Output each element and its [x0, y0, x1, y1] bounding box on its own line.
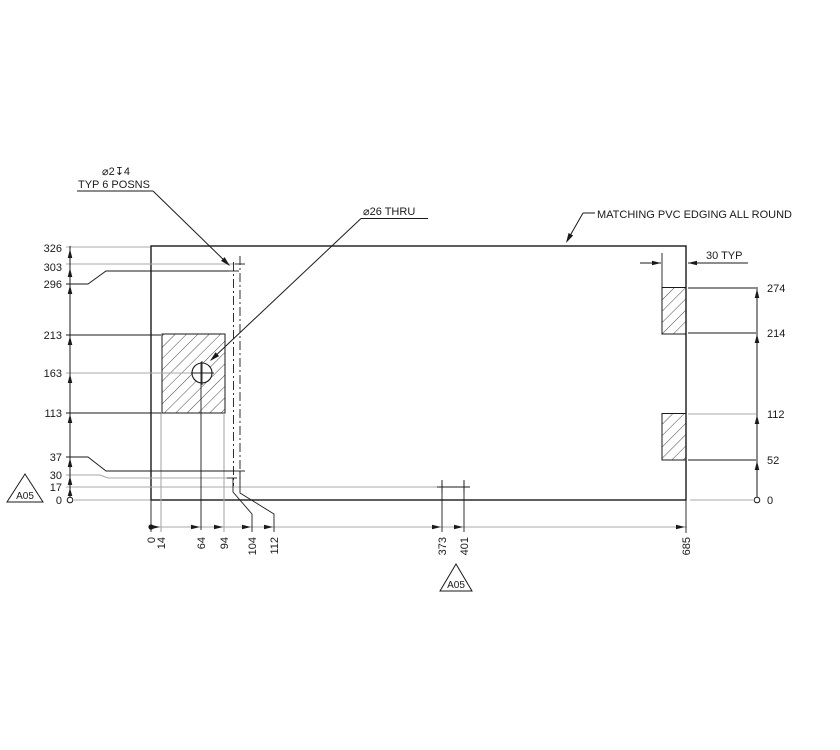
- dim-bottom-0: 0: [146, 537, 158, 544]
- counterbore-label-line1: ⌀2↧4: [101, 166, 131, 178]
- edge-width-label: 30 TYP: [706, 250, 743, 262]
- right-notch-hatch-bottom: [662, 414, 686, 461]
- dim-bottom-14: 14: [156, 537, 168, 550]
- dim-bottom-94: 94: [219, 537, 231, 550]
- dim-left-296: 296: [43, 279, 62, 291]
- left-dimension-line: [67, 246, 73, 503]
- dim-bottom-112: 112: [269, 537, 281, 555]
- dim-left-163: 163: [43, 368, 62, 380]
- thru-hole-callout: [208, 206, 428, 363]
- dim-left-17: 17: [49, 482, 62, 494]
- dim-right-214: 214: [767, 328, 786, 340]
- dim-right-52: 52: [767, 455, 780, 467]
- hole-markers: [227, 264, 470, 493]
- datum-flag-left: [7, 474, 43, 502]
- datum-flag-bottom-label: A05: [447, 580, 465, 591]
- dim-bottom-104: 104: [247, 537, 259, 556]
- right-dimension-labels: [767, 283, 785, 507]
- edging-callout: [564, 209, 792, 244]
- dim-left-303: 303: [43, 262, 62, 274]
- counterbore-callout: [77, 166, 232, 268]
- dim-bottom-64: 64: [196, 537, 208, 550]
- dim-bottom-685: 685: [681, 537, 693, 556]
- right-notch-hatch-top: [662, 288, 686, 335]
- counterbore-label-line2: TYP 6 POSNS: [78, 179, 150, 191]
- dim-bottom-373: 373: [437, 537, 449, 556]
- bottom-dimension-labels: [146, 537, 693, 555]
- dim-left-213: 213: [43, 330, 62, 342]
- dim-right-274: 274: [767, 283, 786, 295]
- right-dimension-line: [754, 287, 760, 503]
- dim-bottom-401: 401: [459, 537, 471, 556]
- datum-flag-left-label: A05: [16, 491, 34, 502]
- thru-hole-label: ⌀26 THRU: [363, 206, 416, 218]
- datum-flag-bottom: [440, 564, 472, 591]
- dim-left-0: 0: [55, 495, 62, 507]
- dim-left-326: 326: [43, 243, 62, 255]
- dim-right-0: 0: [767, 495, 774, 507]
- dim-left-30: 30: [49, 470, 62, 482]
- edge-width-dimension: [640, 250, 748, 287]
- left-dimension-labels: [44, 243, 62, 507]
- dim-left-113: 113: [44, 408, 62, 420]
- hole-centerlines: [234, 256, 241, 486]
- edging-label: MATCHING PVC EDGING ALL ROUND: [597, 209, 792, 221]
- dim-right-112: 112: [767, 409, 785, 421]
- panel-outline: [151, 246, 686, 500]
- dim-left-37: 37: [49, 452, 62, 464]
